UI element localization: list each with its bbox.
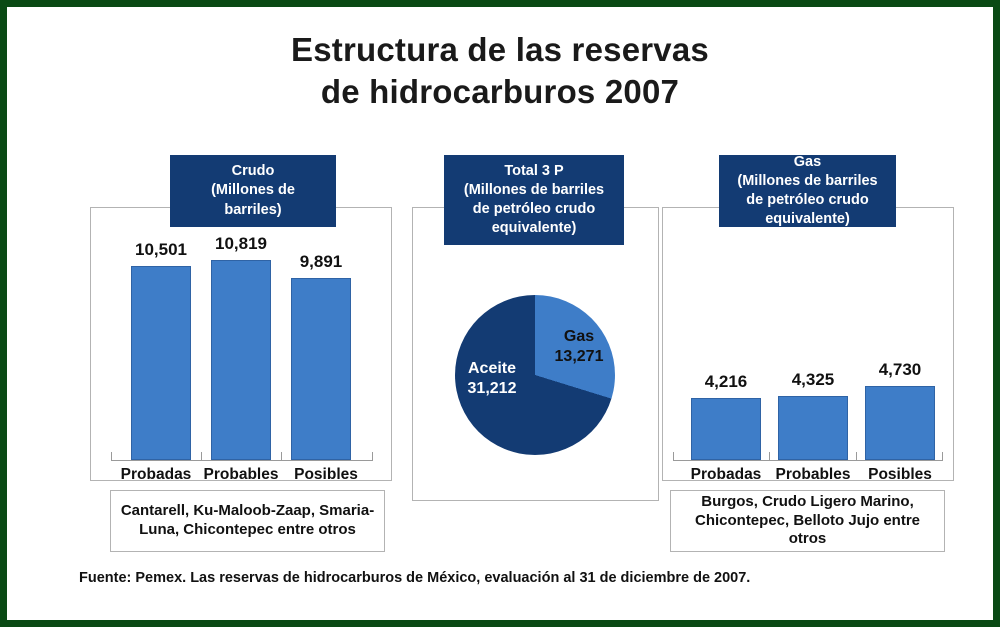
source-note: Fuente: Pemex. Las reservas de hidrocarburos de México, evaluación al 31 de diciembre de 2007.: [79, 570, 751, 586]
bar-value-gas-probables: 4,325: [791, 370, 835, 389]
bar-chart-crudo: [91, 208, 391, 483]
axis-tick-gas-1: [769, 452, 770, 460]
bar-chart-gas: [663, 208, 953, 483]
caption-gas-line-4: equivalente): [765, 211, 850, 228]
category-label-crudo-probables: Probables: [203, 466, 279, 483]
panel-caption-gas: [719, 155, 896, 227]
bar-gas-probables: [778, 396, 848, 460]
bar-value-crudo-posibles: 9,891: [299, 252, 343, 271]
caption-crudo-line-1: Crudo: [231, 163, 275, 180]
page-title: [7, 29, 993, 113]
caption-total-line-2: (Millones de barriles: [463, 181, 605, 198]
bar-crudo-posibles: [291, 278, 351, 460]
axis-tick-crudo-right: [372, 452, 373, 460]
axis-tick-gas-right: [942, 452, 943, 460]
axis-tick-crudo-left: [111, 452, 112, 460]
bar-gas-posibles: [865, 386, 935, 460]
bar-value-gas-posibles: 4,730: [878, 360, 922, 379]
note-gas: Burgos, Crudo Ligero Marino, Chicontepec, Belloto Jujo entre otros: [670, 490, 945, 552]
panel-crudo: [90, 207, 392, 481]
axis-tick-crudo-1: [201, 452, 202, 460]
caption-crudo-line-2: (Millones de: [211, 182, 295, 199]
panel-caption-total-3p: [444, 155, 624, 245]
x-axis-gas: [673, 460, 943, 461]
pie-label-gas-name: Gas: [563, 328, 595, 345]
category-label-gas-probadas: Probadas: [690, 466, 762, 483]
bar-gas-probadas: [691, 398, 761, 460]
pie-label-aceite-value: 31,212: [467, 379, 517, 397]
bar-crudo-probables: [211, 260, 271, 460]
panel-caption-crudo: [170, 155, 336, 227]
bar-value-crudo-probadas: 10,501: [135, 240, 187, 259]
axis-tick-gas-left: [673, 452, 674, 460]
panel-gas: [662, 207, 954, 481]
pie-label-gas: [539, 327, 619, 366]
category-label-crudo-posibles: Posibles: [294, 466, 358, 483]
caption-gas-line-1: Gas: [793, 153, 822, 170]
caption-gas-line-3: de petróleo crudo: [746, 192, 869, 208]
category-label-gas-posibles: Posibles: [868, 466, 932, 483]
caption-total-line-3: de petróleo crudo: [472, 201, 596, 217]
category-label-gas-probables: Probables: [775, 466, 851, 483]
caption-crudo-line-3: barriles): [224, 201, 282, 218]
note-crudo: Cantarell, Ku-Maloob-Zaap, Smaria-Luna, Chicontepec entre otros: [110, 490, 385, 552]
pie-label-aceite: [447, 359, 537, 398]
pie-label-aceite-name: Aceite: [467, 360, 517, 377]
axis-tick-gas-2: [856, 452, 857, 460]
page-title-line-2: de hidrocarburos 2007: [320, 73, 680, 111]
bar-crudo-probadas: [131, 266, 191, 460]
bar-value-gas-probadas: 4,216: [704, 372, 748, 391]
bar-value-crudo-probables: 10,819: [215, 234, 267, 253]
caption-gas-line-2: (Millones de barriles: [737, 172, 878, 189]
pie-label-gas-value: 13,271: [554, 347, 604, 365]
x-axis-crudo: [111, 460, 373, 461]
caption-total-line-1: Total 3 P: [504, 162, 564, 179]
category-label-crudo-probadas: Probadas: [120, 466, 192, 483]
page-title-line-1: Estructura de las reservas: [291, 31, 709, 68]
caption-total-line-4: equivalente): [491, 220, 577, 237]
axis-tick-crudo-2: [281, 452, 282, 460]
